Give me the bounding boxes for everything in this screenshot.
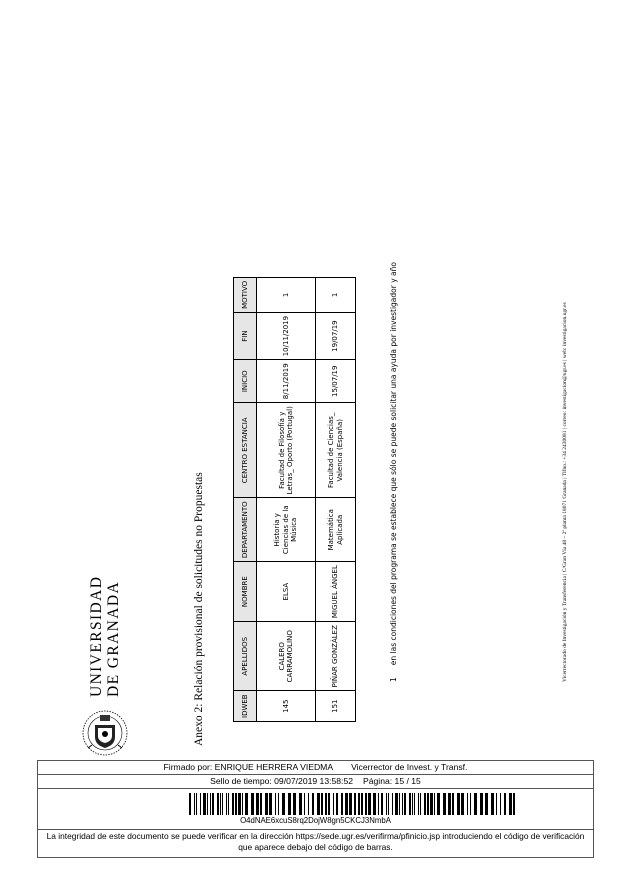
table-row bbox=[316, 277, 356, 721]
university-logo-text bbox=[88, 576, 122, 697]
university-line-1: UNIVERSIDAD bbox=[88, 575, 105, 697]
cell-nombre: MIGUEL ÁNGEL bbox=[316, 562, 356, 622]
annex-title: Anexo 2: Relación provisional de solicitudes no Propuestas bbox=[193, 472, 205, 746]
signer-line bbox=[38, 761, 593, 775]
cell-departamento bbox=[316, 498, 356, 562]
header-departamento: DEPARTAMENTO bbox=[234, 498, 257, 562]
cell-departamento-line-2: Aplicada bbox=[335, 514, 344, 545]
cell-nombre: ELSA bbox=[257, 562, 316, 622]
header-inicio: INICIO bbox=[234, 360, 257, 403]
barcode-area bbox=[38, 789, 593, 830]
signer-role: Vicerrector de Invest. y Transf. bbox=[351, 762, 468, 772]
cell-motivo: 1 bbox=[257, 277, 316, 312]
solicitudes-table bbox=[233, 277, 356, 722]
cell-centro-line-2: Letras_ Oporto (Portugal) bbox=[286, 406, 294, 495]
cell-departamento-line-1: Matemática bbox=[327, 509, 335, 551]
table-header-row bbox=[234, 277, 257, 721]
cell-fin: 10/11/2019 bbox=[257, 312, 316, 359]
header-nombre: NOMBRE bbox=[234, 562, 257, 622]
timestamp-line bbox=[38, 775, 593, 789]
header-idweb: IDWEB bbox=[234, 691, 257, 722]
cell-motivo: 1 bbox=[316, 277, 356, 312]
footnote-number: 1 bbox=[389, 677, 398, 682]
table-row bbox=[257, 277, 316, 721]
side-address: Vicerrectorado de Investigación y Transferencia | C/Gran Vía 48 – 2ª planta 18071 Granada | Tlfno.: +34 2430081 | correo: investigacion@ugr.es | web: investigacion.ugr.es bbox=[562, 302, 568, 682]
header-fin: FIN bbox=[234, 312, 257, 359]
header-centro-estancia: CENTRO ESTANCIA bbox=[234, 403, 257, 498]
cell-departamento-line-2: Ciencias de la bbox=[281, 505, 290, 555]
cell-fin: 19/07/19 bbox=[316, 312, 356, 359]
footnote bbox=[389, 262, 398, 682]
header-motivo: MOTIVO bbox=[234, 277, 257, 312]
university-line-2: DE GRANADA bbox=[105, 580, 122, 697]
cell-centro-line-2: Valencia (España) bbox=[335, 419, 344, 482]
university-seal-icon bbox=[80, 703, 130, 763]
cell-inicio: 8/11/2019 bbox=[257, 360, 316, 403]
cell-departamento-line-1: Historia y bbox=[273, 513, 282, 547]
cell-inicio: 15/07/19 bbox=[316, 360, 356, 403]
verification-text: La integridad de este documento se puede verificar en la dirección https://sede.ugr.es/verifirma/pfinicio.jsp introduciendo el código de verificación que aparece debajo del código de barras. bbox=[46, 831, 585, 852]
cell-centro-line-1: Facultad de Filosofía y bbox=[277, 411, 286, 489]
signature-box bbox=[37, 760, 594, 858]
cell-centro-estancia bbox=[316, 403, 356, 498]
cell-centro-line-1: Facultad de Ciencias_ bbox=[327, 412, 335, 488]
page-number: Página: 15 / 15 bbox=[363, 776, 421, 786]
cell-apellidos: PIÑAR GONZÁLEZ bbox=[316, 622, 356, 691]
cell-idweb: 151 bbox=[316, 691, 356, 722]
solicitudes-table-container bbox=[233, 277, 356, 722]
cell-departamento bbox=[257, 498, 316, 562]
cell-apellidos-line-2: CARRAMOLINO bbox=[286, 630, 294, 683]
barcode-code: O4dNAE6xcuS8rq2DojW8gn5CKCJ3NmbA bbox=[240, 816, 391, 825]
cell-idweb: 145 bbox=[257, 691, 316, 722]
footnote-text: en las condiciones del programa se establece que sólo se puede solicitar una ayuda por investigador y año bbox=[389, 262, 398, 666]
barcode-icon bbox=[189, 793, 516, 815]
header-apellidos: APELLIDOS bbox=[234, 622, 257, 691]
cell-apellidos bbox=[257, 622, 316, 691]
cell-centro-estancia bbox=[257, 403, 316, 498]
cell-departamento-line-3: Música bbox=[290, 517, 299, 542]
timestamp: Sello de tiempo: 09/07/2019 13:58:52 bbox=[210, 776, 354, 786]
signer-name: Firmado por: ENRIQUE HERRERA VIEDMA bbox=[163, 762, 334, 772]
cell-apellidos-line-1: CALERO bbox=[277, 642, 286, 671]
